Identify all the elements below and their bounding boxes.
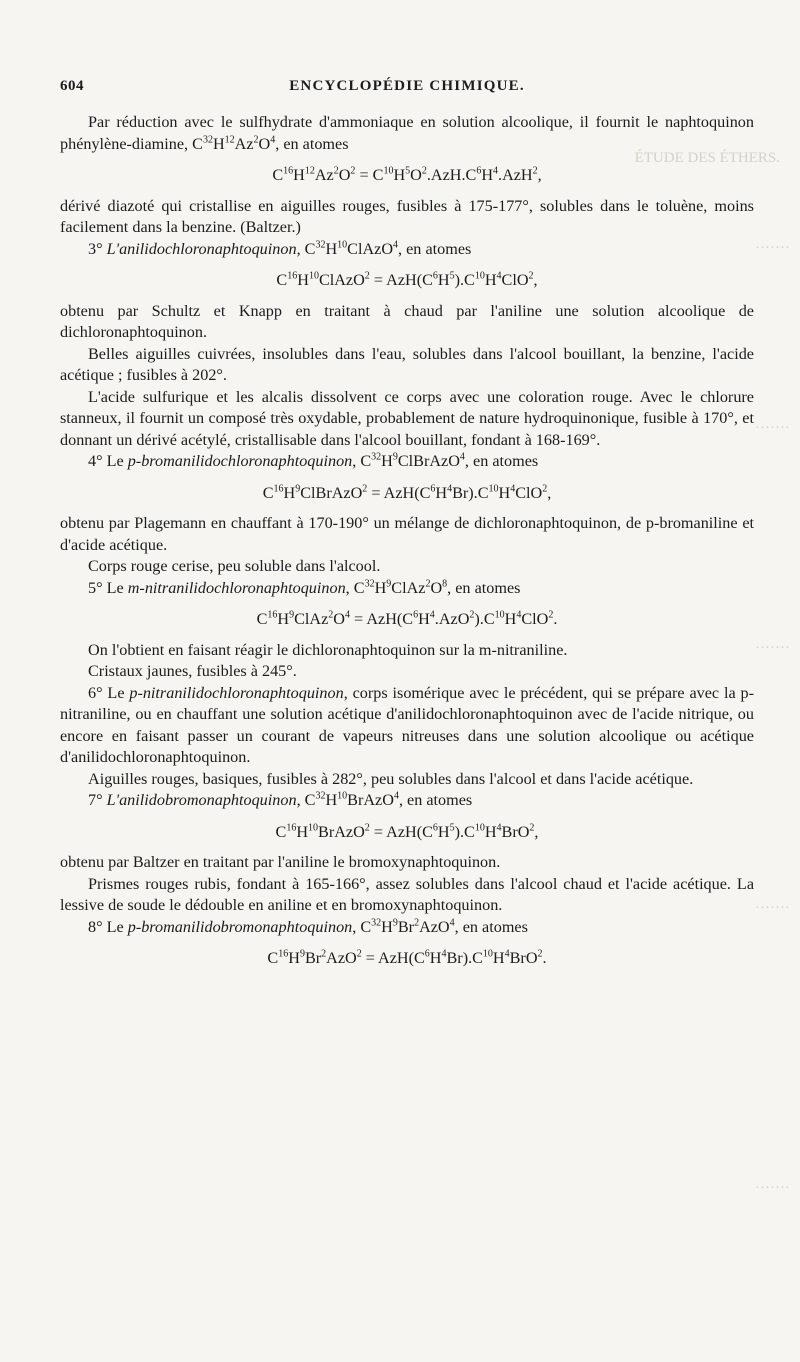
page-number: 604 xyxy=(60,78,84,94)
chemical-formula: $C^{16}H^9ClAz^2O^4 = AzH(C^6H^4.AzO^2).C^{10}H^4ClO^2$. xyxy=(256,609,558,628)
paragraph: obtenu par Baltzer en traitant par l'aniline le bromoxynaphtoquinon. xyxy=(60,853,501,871)
show-through-text: ÉTUDE DES ÉTHERS. ······· ······· ······· ······· ······· xyxy=(634,150,790,1196)
running-head xyxy=(60,78,754,100)
paragraph: Prismes rouges rubis, fondant à 165-166°, assez solubles dans l'alcool chaud et l'acide acétique. La lessive de soude le dédouble en aniline et en bromoxynaphtoquinon. xyxy=(60,874,754,914)
chemical-formula: $C^{16}H^{10}BrAzO^2 = AzH(C^6H^5).C^{10}H^4BrO^2$, xyxy=(275,822,539,841)
paragraph: 8° Le p-bromanilidobromonaphtoquinon, $C^{32}H^9Br^2AzO^4$, en atomes xyxy=(88,917,528,936)
paragraph: 4° Le p-bromanilidochloronaphtoquinon, $C^{32}H^9ClBrAzO^4$, en atomes xyxy=(88,451,539,470)
paragraph: 7° L'anilidobromonaphtoquinon, $C^{32}H^{10}BrAzO^4$, en atomes xyxy=(88,790,473,809)
paragraph: Corps rouge cerise, peu soluble dans l'alcool. xyxy=(88,557,381,575)
paragraph: dérivé diazoté qui cristallise en aiguilles rouges, fusibles à 175-177°, solubles dans le toluène, moins facilement dans la benzine. (Baltzer.) xyxy=(60,196,754,236)
paragraph: obtenu par Schultz et Knapp en traitant à chaud par l'aniline une solution alcoolique de dichloronaphtoquinon. xyxy=(60,301,754,341)
paragraph: Par réduction avec le sulfhydrate d'ammoniaque en solution alcoolique, il fournit le naphtoquinon phénylène-diamine, $C^{32}H^{12}Az^2O^4$, en atomes xyxy=(60,113,754,153)
running-title: ENCYCLOPÉDIE CHIMIQUE. xyxy=(289,78,525,94)
body-text xyxy=(60,112,754,979)
chemical-formula: $C^{16}H^9ClBrAzO^2 = AzH(C^6H^4Br).C^{10}H^4ClO^2$, xyxy=(262,483,552,502)
paragraph: 3° L'anilidochloronaphtoquinon, $C^{32}H^{10}ClAzO^4$, en atomes xyxy=(88,239,472,258)
paragraph: 6° Le p-nitranilidochloronaphtoquinon, corps isomérique avec le précédent, qui se prépare avec la p-nitraniline, ou en chauffant une solution acétique d'anilidochloronaphtoquinon avec de l'acide nitrique, ou encore en faisant passer un courant de vapeurs nitreuses dans une solution alcoolique ou acétique d'anilidochloronaphtoquinon. xyxy=(60,683,754,766)
paragraph: Belles aiguilles cuivrées, insolubles dans l'eau, solubles dans l'alcool bouillant, la benzine, l'acide acétique ; fusibles à 202°. xyxy=(60,344,754,384)
paragraph: Aiguilles rouges, basiques, fusibles à 282°, peu solubles dans l'alcool et dans l'acide acétique. xyxy=(88,769,694,788)
paragraph: 5° Le m-nitranilidochloronaphtoquinon, $C^{32}H^9ClAz^2O^8$, en atomes xyxy=(88,578,521,597)
paragraph: L'acide sulfurique et les alcalis dissolvent ce corps avec une coloration rouge. Avec le chlorure stanneux, il fournit un composé très oxydable, probablement de nature hydroquinonique, fusible à 170°, et donnant un dérivé acétylé, cristallisable dans l'alcool bouillant, fondant à 168-169°. xyxy=(60,387,754,449)
chemical-formula: $C^{16}H^{10}ClAzO^2 = AzH(C^6H^5).C^{10}H^4ClO^2$, xyxy=(276,270,538,289)
paragraph: obtenu par Plagemann en chauffant à 170-190° un mélange de dichloronaphtoquinon, de p-bromaniline et d'acide acétique. xyxy=(60,514,754,554)
paragraph: On l'obtient en faisant réagir le dichloronaphtoquinon sur la m-nitraniline. xyxy=(88,640,568,659)
chemical-formula: $C^{16}H^9Br^2AzO^2 = AzH(C^6H^4Br).C^{10}H^4BrO^2$. xyxy=(267,948,547,967)
chemical-formula: $C^{16}H^{12}Az^2O^2 = C^{10}H^5O^2.AzH.C^6H^4.AzH^2$, xyxy=(272,165,542,184)
paragraph: Cristaux jaunes, fusibles à 245°. xyxy=(88,662,297,680)
